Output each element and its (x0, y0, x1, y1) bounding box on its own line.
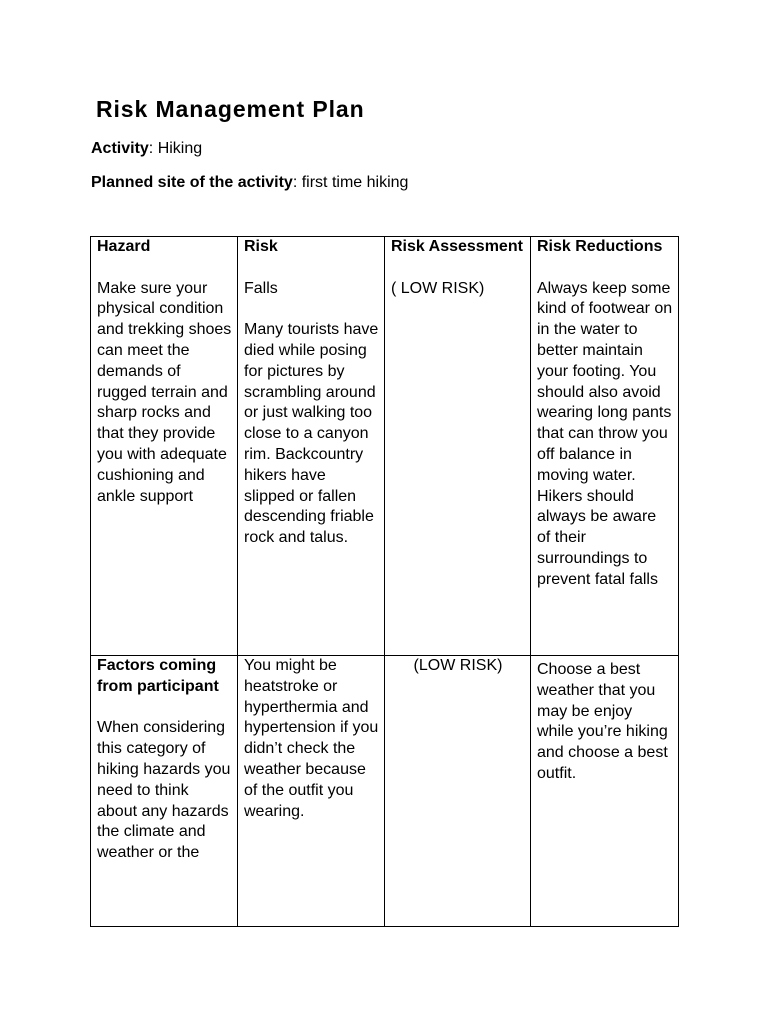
risk-assessment-header: Risk Assessment (391, 238, 523, 255)
planned-site-line (91, 174, 408, 192)
hazard-title: Factors coming from participant (97, 657, 219, 695)
risk-header: Risk (244, 238, 278, 255)
hazard-header: Hazard (97, 238, 151, 255)
risk-reductions-text: Choose a best weather that you may be enjoy while you’re hiking and choose a best outfit. (537, 661, 668, 782)
hazard-cell (91, 656, 238, 927)
activity-line (91, 140, 202, 158)
risk-cell (238, 237, 385, 656)
reductions-cell (531, 656, 679, 927)
risk-reductions-header: Risk Reductions (537, 238, 663, 255)
risk-short-text: Falls (244, 279, 278, 297)
planned-site-label: Planned site of the activity (91, 174, 293, 191)
risk-text: You might be heatstroke or hyperthermia and hypertension if you didn’t check the weather because of the outfit you wearing. (244, 657, 379, 820)
activity-value: : Hiking (148, 140, 203, 157)
risk-detail-text: Many tourists have died while posing for pictures by scrambling around or just walking too close to a canyon rim. Backcountry hikers have slipped or fallen descending friable rock and talus. (244, 321, 379, 547)
table-row (91, 656, 679, 927)
risk-assessment-value: (LOW RISK) (413, 657, 503, 674)
risk-cell (238, 656, 385, 927)
assessment-cell (385, 237, 531, 656)
assessment-cell (385, 656, 531, 927)
activity-label: Activity (91, 140, 149, 157)
risk-management-table (90, 236, 679, 927)
page-title: Risk Management Plan (96, 96, 365, 122)
hazard-text: When considering this category of hiking hazards you need to think about any hazards the climate and weather or the (97, 719, 231, 862)
reductions-cell (531, 237, 679, 656)
hazard-cell (91, 237, 238, 656)
risk-reductions-text: Always keep some kind of footwear on in the water to better maintain your footing. You should also avoid wearing long pants that can throw you off balance in moving water. Hikers should always be aware of their surroundings to prevent fatal falls (537, 279, 673, 588)
table-row (91, 237, 679, 656)
planned-site-value: : first time hiking (292, 174, 409, 191)
hazard-text: Make sure your physical condition and trekking shoes can meet the demands of rugged terrain and sharp rocks and that they provide you with adequate cushioning and ankle support (97, 279, 232, 505)
risk-assessment-value: ( LOW RISK) (391, 279, 485, 297)
